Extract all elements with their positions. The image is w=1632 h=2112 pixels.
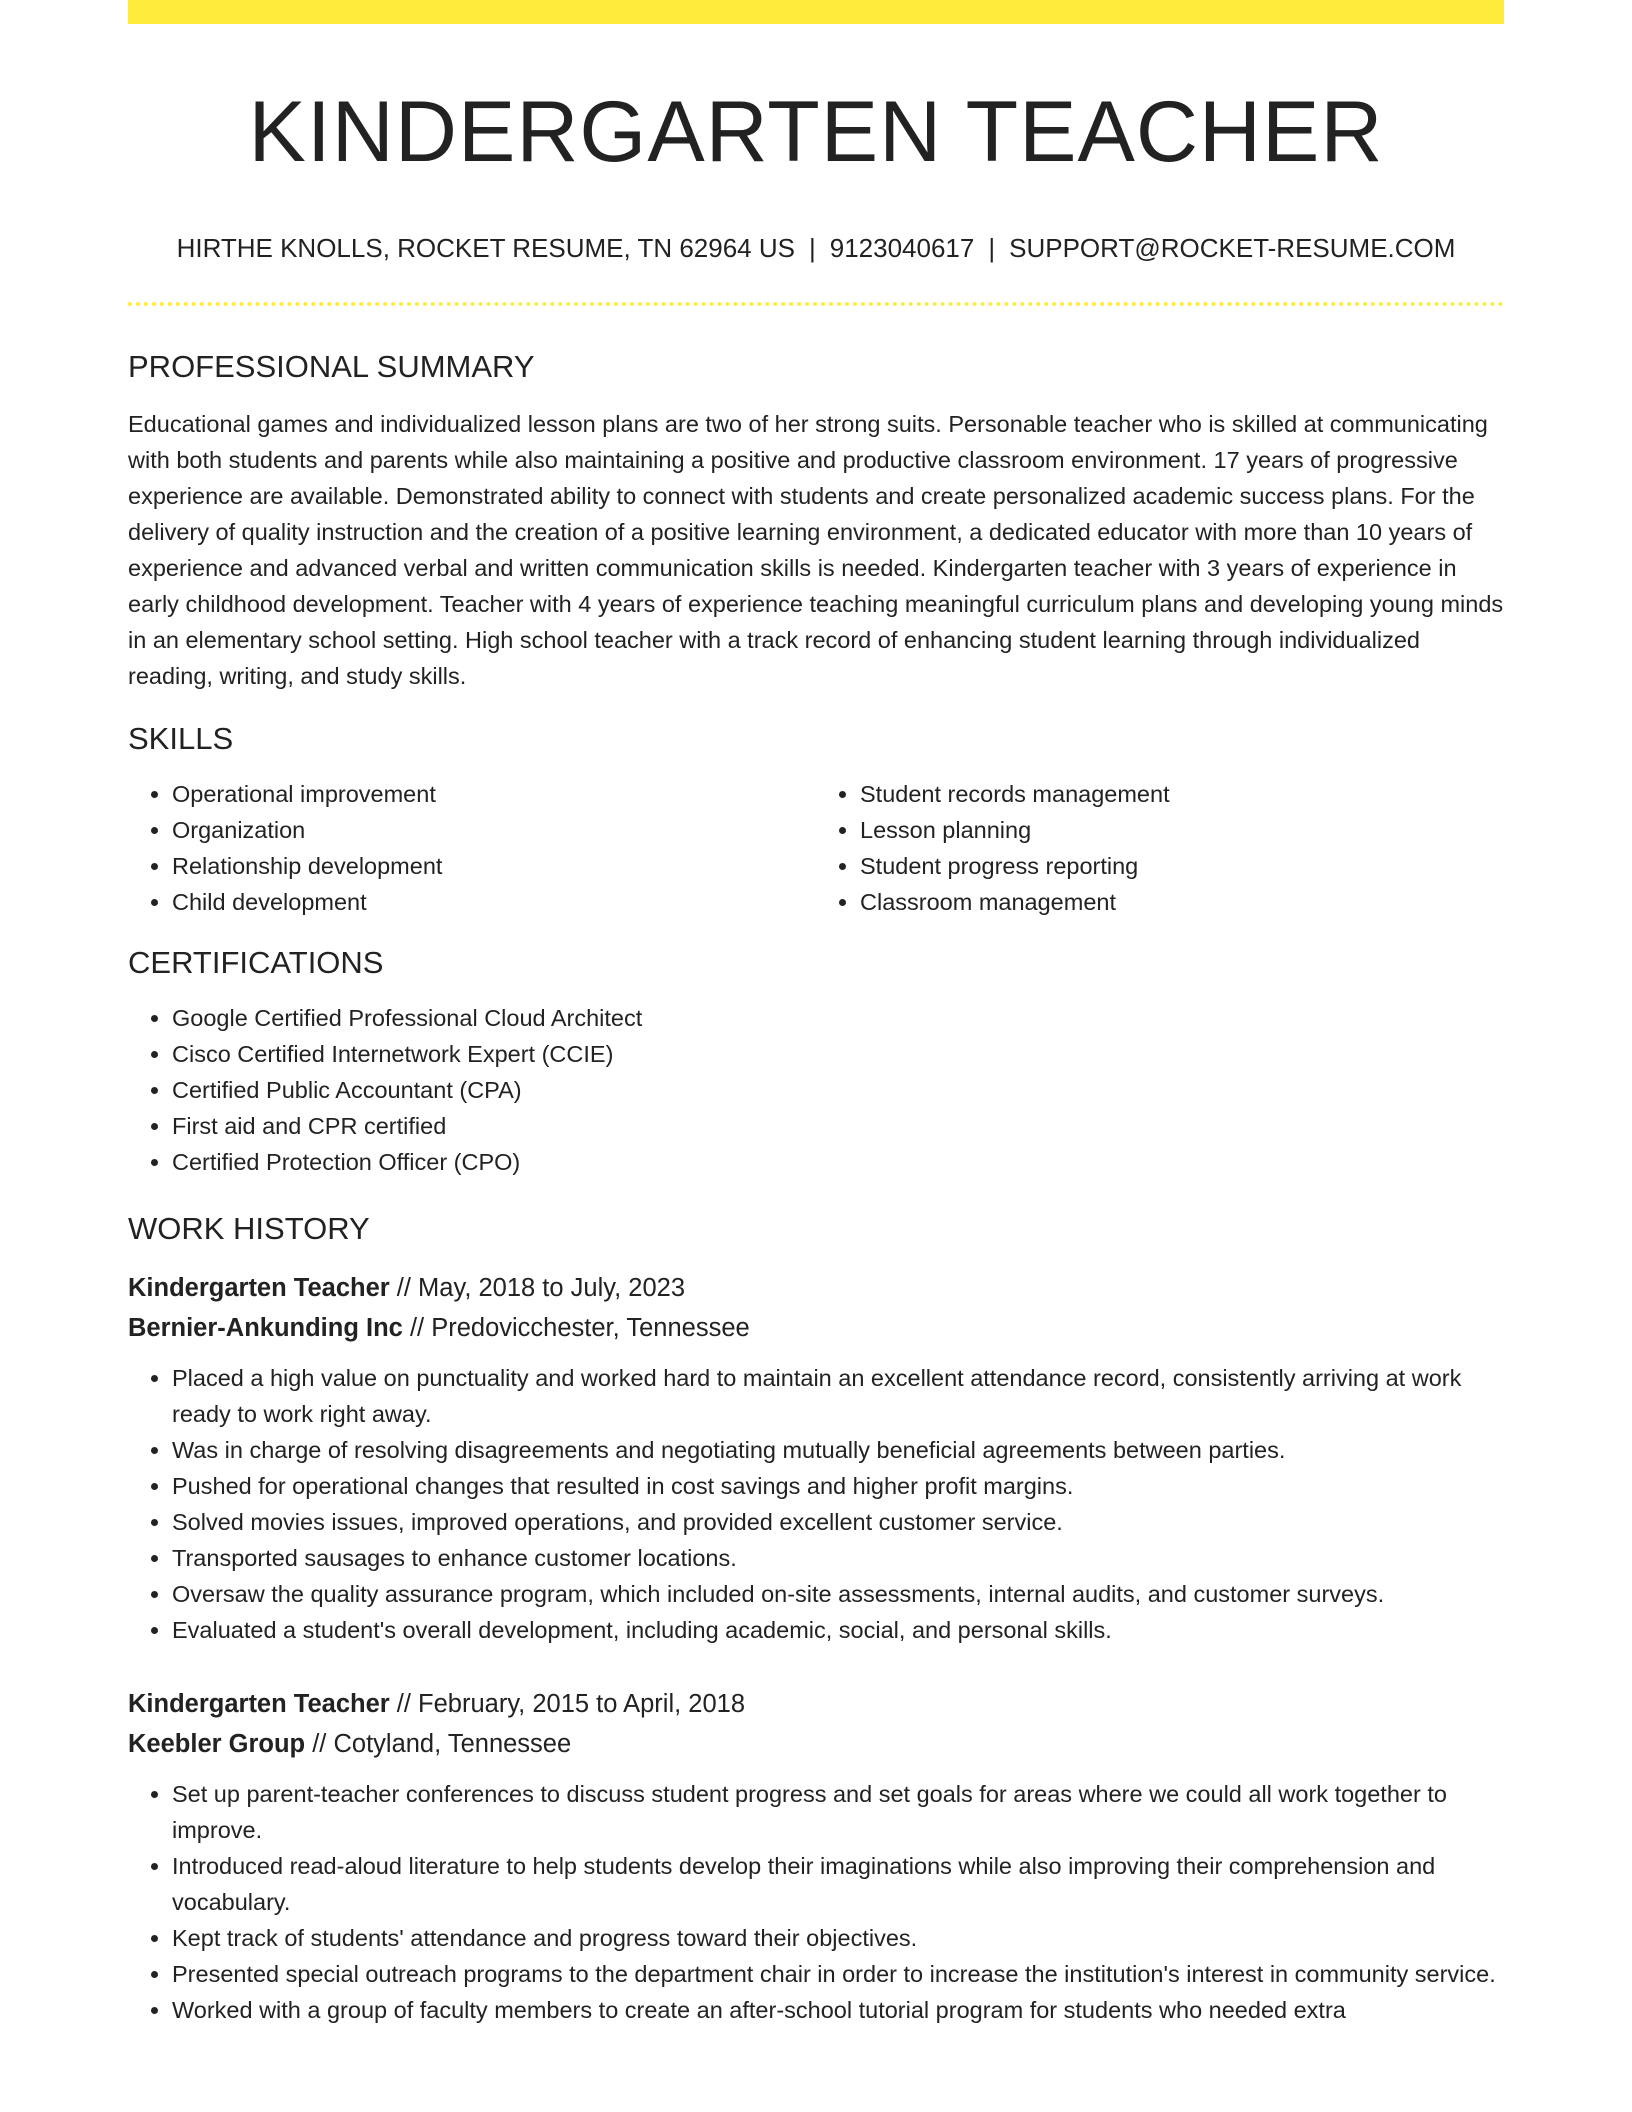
skill-item: • Operational improvement: [172, 776, 816, 812]
skill-item: • Lesson planning: [860, 812, 1504, 848]
job-entry: [128, 1684, 1504, 2028]
job-bullet: • Pushed for operational changes that resulted in cost savings and higher profit margins.: [172, 1468, 1504, 1504]
job-bullet: • Kept track of students' attendance and progress toward their objectives.: [172, 1920, 1504, 1956]
skills-list-left: [128, 776, 816, 920]
address: HIRTHE KNOLLS, ROCKET RESUME, TN 62964 US: [176, 233, 795, 263]
job-company: Bernier-Ankunding Inc: [128, 1314, 403, 1342]
resume-title: KINDERGARTEN TEACHER: [248, 84, 1384, 180]
certifications-list: [128, 1000, 1504, 1180]
job-bullet: • Worked with a group of faculty members to create an after-school tutorial program for students who needed extra: [172, 1992, 1504, 2028]
job-company-line: [128, 1308, 1504, 1348]
job-bullet: • Oversaw the quality assurance program, which included on-site assessments, internal audits, and customer surveys.: [172, 1576, 1504, 1612]
job-dates: // May, 2018 to July, 2023: [396, 1274, 686, 1302]
skill-item: • Relationship development: [172, 848, 816, 884]
job-bullet: • Transported sausages to enhance customer locations.: [172, 1540, 1504, 1576]
skill-item: • Organization: [172, 812, 816, 848]
job-company-line: [128, 1724, 1504, 1764]
job-bullet: • Placed a high value on punctuality and worked hard to maintain an excellent attendance record, consistently arriving at work ready to work right away.: [172, 1360, 1504, 1432]
job-location: // Predovicchester, Tennessee: [409, 1314, 750, 1342]
skill-item: • Classroom management: [860, 884, 1504, 920]
job-company: Keebler Group: [128, 1730, 306, 1758]
contact-line: [128, 232, 1504, 264]
job-role: Kindergarten Teacher: [128, 1274, 390, 1302]
phone: 9123040617: [829, 233, 975, 263]
certification-item: • First aid and CPR certified: [172, 1108, 1504, 1144]
resume-page: [128, 0, 1504, 2028]
job-bullets: [128, 1360, 1504, 1648]
job-role: Kindergarten Teacher: [128, 1690, 390, 1718]
job-bullet: • Introduced read-aloud literature to help students develop their imaginations while also improving their comprehension and vocabulary.: [172, 1848, 1504, 1920]
separator: |: [988, 233, 996, 263]
job-bullet: • Evaluated a student's overall development, including academic, social, and personal skills.: [172, 1612, 1504, 1648]
job-bullet: • Was in charge of resolving disagreements and negotiating mutually beneficial agreements between parties.: [172, 1432, 1504, 1468]
skill-item: • Student records management: [860, 776, 1504, 812]
certification-item: • Certified Protection Officer (CPO): [172, 1144, 1504, 1180]
certifications-heading: CERTIFICATIONS: [128, 945, 384, 980]
accent-bar: [128, 0, 1504, 24]
job-role-line: [128, 1268, 1504, 1308]
work-history-heading: WORK HISTORY: [128, 1211, 370, 1246]
email: SUPPORT@ROCKET-RESUME.COM: [1009, 233, 1456, 263]
certification-item: • Google Certified Professional Cloud Architect: [172, 1000, 1504, 1036]
skills-heading: SKILLS: [128, 721, 234, 756]
job-entry: [128, 1268, 1504, 1648]
dotted-divider: [128, 302, 1504, 306]
skill-item: • Child development: [172, 884, 816, 920]
job-role-line: [128, 1684, 1504, 1724]
certification-item: • Cisco Certified Internetwork Expert (CCIE): [172, 1036, 1504, 1072]
certification-item: • Certified Public Accountant (CPA): [172, 1072, 1504, 1108]
job-bullet: • Set up parent-teacher conferences to discuss student progress and set goals for areas where we could all work together to improve.: [172, 1776, 1504, 1848]
summary-heading: PROFESSIONAL SUMMARY: [128, 349, 535, 384]
separator: |: [808, 233, 816, 263]
job-location: // Cotyland, Tennessee: [312, 1730, 572, 1758]
job-bullet: • Solved movies issues, improved operations, and provided excellent customer service.: [172, 1504, 1504, 1540]
job-bullets: [128, 1776, 1504, 2028]
job-dates: // February, 2015 to April, 2018: [396, 1690, 746, 1718]
skills-list-right: [816, 776, 1504, 920]
skills-grid: [128, 776, 1504, 920]
job-bullet: • Presented special outreach programs to the department chair in order to increase the institution's interest in community service.: [172, 1956, 1504, 1992]
summary-text: Educational games and individualized lesson plans are two of her strong suits. Personable teacher who is skilled at communicating with both students and parents while also maintaining a positive and productive classroom environment. 17 years of progressive experience are available. Demonstrated ability to connect with students and create personalized academic success plans. For the delivery of quality instruction and the creation of a positive learning environment, a dedicated educator with more than 10 years of experience and advanced verbal and written communication skills is needed. Kindergarten teacher with 3 years of experience in early childhood development. Teacher with 4 years of experience teaching meaningful curriculum plans and developing young minds in an elementary school setting. High school teacher with a track record of enhancing student learning through individualized reading, writing, and study skills.: [128, 411, 1504, 689]
skill-item: • Student progress reporting: [860, 848, 1504, 884]
